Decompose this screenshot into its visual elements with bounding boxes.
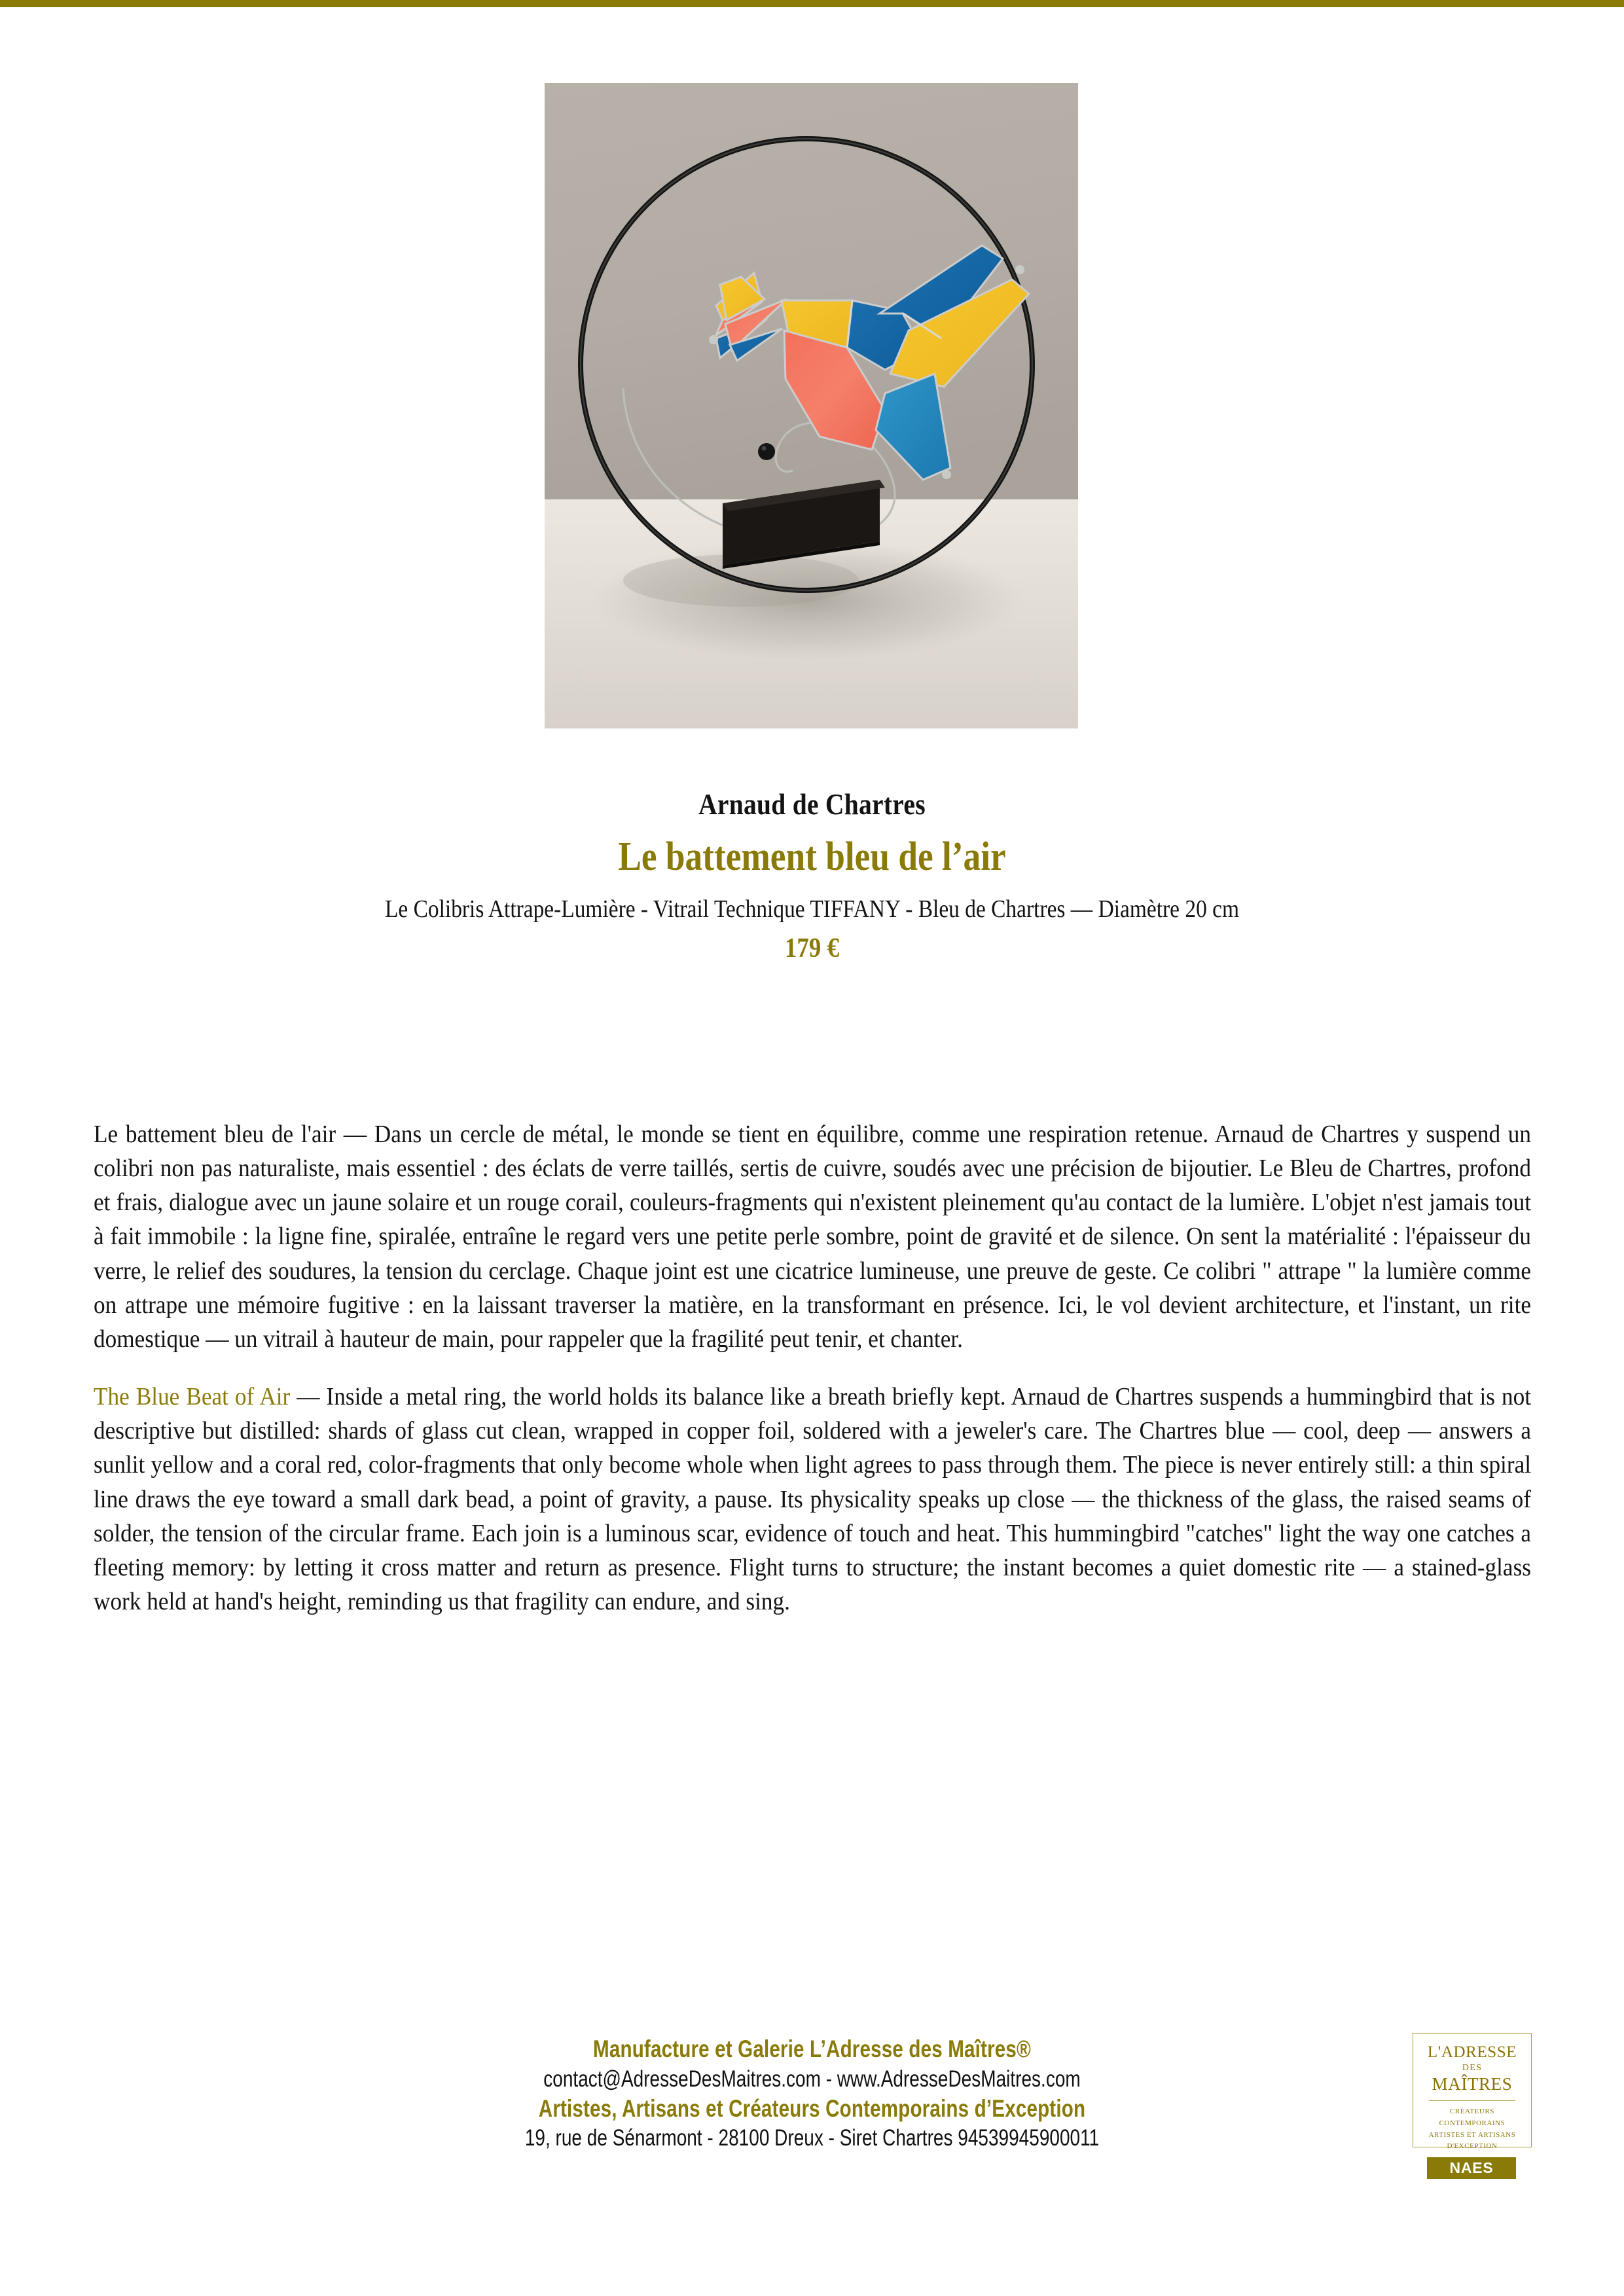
english-body: — Inside a metal ring, the world holds its balance like a breath briefly kept. Arnaud de Chartres suspends a hummingbird that is not descriptive but distilled: shards of glass cut clean, wrapped in copper foil, soldered with a jeweler's care. The Chartres blue — cool, deep — answers a sunlit yellow and a coral red, color-fragments that only become whole when light agrees to pass through them. The piece is never entirely still: a thin spiral line draws the eye toward a small dark bead, a point of gravity, a pause. Its physicality speaks up close — the thickness of the glass, the raised seams of solder, the tension of the circular frame. Each join is a luminous scar, evidence of touch and heat. This hummingbird "catches" light the way one catches a fleeting memory: by letting it cross matter and return as presence. Flight turns to structure; the instant becomes a quiet domestic rite — a stained-glass work held at hand's height, reminding us that fragility can endure, and sing. [94, 1383, 1532, 1616]
footer-address: 19, rue de Sénarmont - 28100 Dreux - Siret Chartres 94539945900011 [524, 2125, 1100, 2151]
logo-line-maitres: MAÎTRES [1432, 2074, 1513, 2094]
title-block [0, 789, 1624, 962]
piece-subtitle: Le Colibris Attrape-Lumière - Vitrail Technique TIFFANY - Bleu de Chartres — Diamètre 20 cm [384, 895, 1240, 923]
footer-contact[interactable]: contact@AdresseDesMaitres.com - www.AdresseDesMaitres.com [543, 2066, 1081, 2092]
footer-tagline: Artistes, Artisans et Créateurs Contemporains d’Exception [538, 2094, 1086, 2122]
artwork-photo [545, 83, 1078, 728]
price: 179 € [784, 933, 840, 963]
english-lead-title: The Blue Beat of Air [94, 1383, 291, 1411]
body-copy [94, 1117, 1531, 1619]
logo-line-adresse: L'ADRESSE [1427, 2043, 1517, 2061]
logo-box [1413, 2033, 1532, 2151]
logo-sub-3: D'EXCEPTION [1447, 2142, 1498, 2151]
logo-divider [1429, 2100, 1515, 2101]
naes-badge: NAES [1427, 2157, 1516, 2179]
logo-sub-2: ARTISTES ET ARTISANS [1428, 2130, 1516, 2139]
artwork-illustration [545, 83, 1078, 728]
brand-logo [1413, 2033, 1532, 2179]
footer [0, 2034, 1624, 2153]
paragraph-english [94, 1380, 1531, 1619]
footer-company: Manufacture et Galerie L’Adresse des Maîtres® [593, 2036, 1031, 2062]
top-gold-rule [0, 0, 1624, 7]
paragraph-french: Le battement bleu de l'air — Dans un cercle de métal, le monde se tient en équilibre, comme une respiration retenue. Arnaud de Chartres y suspend un colibri non pas naturaliste, mais essentiel : des éclats de verre taillés, sertis de cuivre, soudés avec une précision de bijoutier. Le Bleu de Chartres, profond et frais, dialogue avec un jaune solaire et un rouge corail, couleurs-fragments qui n'existent pleinement qu'au contact de la lumière. L'objet n'est jamais tout à fait immobile : la ligne fine, spiralée, entraîne le regard vers une petite perle sombre, point de gravité et de silence. On sent la matérialité : l'épaisseur du verre, le relief des soudures, la tension du cerclage. Chaque joint est une cicatrice lumineuse, une preuve de geste. Ce colibri " attrape " la lumière comme on attrape une mémoire fugitive : en la laissant traverser la matière, en la transformant en présence. Ici, le vol devient architecture, et l'instant, un rite domestique — un vitrail à hauteur de main, pour rappeler que la fragilité peut tenir, et chanter. [94, 1121, 1531, 1353]
logo-sub-1: CRÉATEURS CONTEMPORAINS [1439, 2107, 1506, 2127]
artist-name: Arnaud de Chartres [698, 787, 926, 821]
logo-line-des: DES [1462, 2063, 1483, 2073]
page-title: Le battement bleu de l’air [618, 834, 1006, 879]
